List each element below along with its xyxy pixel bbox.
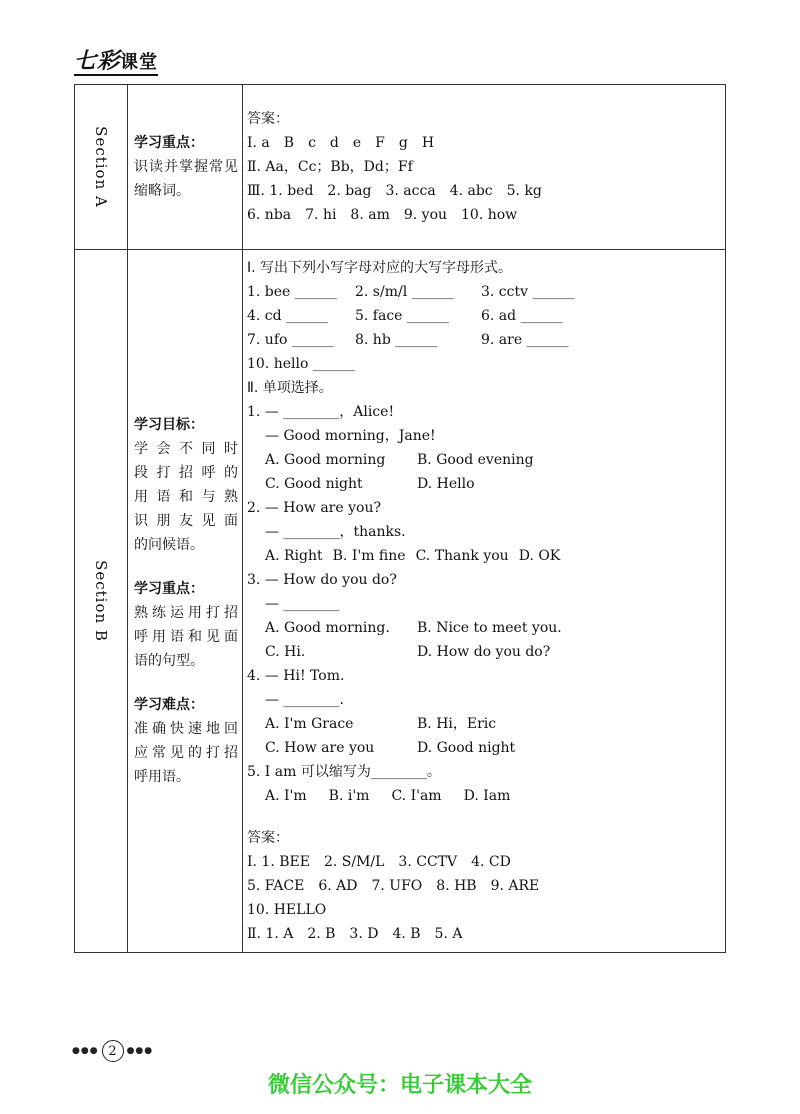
goal-text-line: 学会不同时 (134, 441, 238, 457)
page-number-badge (72, 1040, 153, 1062)
exercise-item: 9. are ______ (481, 332, 569, 348)
goal-text-line: 语的句型。 (134, 653, 204, 669)
goal-text-line: 识朋友见面 (134, 513, 238, 529)
logo-text: 七彩 (74, 49, 121, 74)
spacer (247, 808, 719, 826)
key-point-block (134, 577, 238, 673)
option: B. Nice to meet you. (417, 620, 562, 636)
section-a-row (75, 85, 726, 250)
question-line: — ________，thanks. (265, 524, 406, 540)
answer-line: Ⅰ. a B c d e F g H (247, 135, 435, 151)
difficulty-block (134, 693, 238, 789)
exercise-item: 7. ufo ______ (247, 332, 334, 348)
section-a-label-cell (75, 85, 128, 250)
logo-sub-text: 课堂 (120, 52, 159, 73)
question-line: 3. — How do you do? (247, 572, 397, 588)
goal-text-line: 准确快速地回 (134, 721, 238, 737)
exercise-item: 1. bee ______ (247, 284, 337, 300)
goal-text-line: 呼用语和见面 (134, 629, 238, 645)
answer-line: Ⅱ. 1. A 2. B 3. D 4. B 5. A (247, 926, 463, 942)
option: C. Good night (265, 476, 363, 492)
section-a-label: Section A (92, 126, 110, 208)
option-row (247, 472, 719, 496)
section-a-goal-text: 识读并掌握常见缩略词。 (134, 159, 238, 199)
exercise-row (247, 280, 719, 304)
question-line: 5. I am 可以缩写为________。 (247, 764, 441, 780)
answer-line: 10. HELLO (247, 902, 327, 918)
option: D. Good night (417, 740, 516, 756)
goal-text-line: 用语和与熟 (134, 489, 238, 505)
answer-line: Ⅱ. Aa，Cc；Bb，Dd；Ff (247, 159, 413, 175)
option: C. How are you (265, 740, 375, 756)
option-row (247, 736, 719, 760)
section-a-content-cell (243, 85, 726, 250)
option: A. I'm Grace (265, 716, 354, 732)
option: B. I'm fine (332, 548, 406, 564)
goal-title: 学习重点： (134, 581, 204, 597)
answer-line: 6. nba 7. hi 8. am 9. you 10. how (247, 207, 518, 223)
lesson-table (74, 84, 726, 953)
option: B. Hi，Eric (417, 716, 497, 732)
exercise-item: 6. ad ______ (481, 308, 563, 324)
dots-icon: ●●● (72, 1046, 99, 1056)
option-row (247, 544, 719, 568)
part1-title: Ⅰ. 写出下列小写字母对应的大写字母形式。 (247, 260, 513, 276)
goal-text-line: 的问候语。 (134, 537, 204, 553)
option: D. Hello (417, 476, 475, 492)
option-row (247, 616, 719, 640)
option: A. Right (265, 548, 323, 564)
option: C. Thank you (415, 548, 509, 564)
section-b-label-cell (75, 250, 128, 953)
exercise-row (247, 328, 719, 352)
exercise-item: 2. s/m/l ______ (355, 284, 454, 300)
question-line: — ________. (265, 692, 344, 708)
option: B. Good evening (417, 452, 534, 468)
option: C. Hi. (265, 644, 306, 660)
option: B. i'm (328, 788, 370, 804)
goal-text-line: 呼用语。 (134, 769, 190, 785)
answer-line: Ⅲ. 1. bed 2. bag 3. acca 4. abc 5. kg (247, 183, 542, 199)
section-b-row (75, 250, 726, 953)
section-b-content-cell (243, 250, 726, 953)
question-line: 1. — ________，Alice! (247, 404, 395, 420)
goal-text-line: 熟练运用打招 (134, 605, 238, 621)
section-b-label: Section B (92, 560, 110, 642)
footer-watermark: 微信公众号：电子课本大全 (267, 1073, 532, 1098)
option-row (247, 784, 719, 808)
answer-line: 5. FACE 6. AD 7. UFO 8. HB 9. ARE (247, 878, 540, 894)
question-line: 2. — How are you? (247, 500, 381, 516)
dots-icon: ●●● (126, 1046, 154, 1056)
goal-text-line: 段打招呼的 (134, 465, 238, 481)
section-b-goal-cell (128, 250, 243, 953)
page-number: 2 (102, 1040, 124, 1062)
goal-title: 学习难点： (134, 697, 204, 713)
goal-title: 学习目标： (134, 417, 204, 433)
option: D. Iam (463, 788, 511, 804)
section-a-goal-title: 学习重点： (134, 135, 204, 151)
option: A. I'm (265, 788, 307, 804)
option: C. I'am (391, 788, 442, 804)
exercise-item: 5. face ______ (355, 308, 449, 324)
exercise-item: 10. hello ______ (247, 356, 355, 372)
exercise-item: 4. cd ______ (247, 308, 329, 324)
question-line: 4. — Hi! Tom. (247, 668, 345, 684)
option-row (247, 448, 719, 472)
question-line: — ________ (265, 596, 340, 612)
exercise-item: 3. cctv ______ (481, 284, 575, 300)
option: A. Good morning (265, 452, 386, 468)
option: D. How do you do? (417, 644, 551, 660)
exercise-row (247, 304, 719, 328)
section-b-answers-title: 答案： (247, 830, 289, 846)
option-row (247, 712, 719, 736)
option-row (247, 640, 719, 664)
answer-line: Ⅰ. 1. BEE 2. S/M/L 3. CCTV 4. CD (247, 854, 511, 870)
question-line: — Good morning，Jane! (265, 428, 436, 444)
part2-title: Ⅱ. 单项选择。 (247, 380, 333, 396)
publisher-logo (74, 44, 158, 75)
goal-text-line: 应常见的打招 (134, 745, 238, 761)
option: D. OK (518, 548, 561, 564)
exercise-item: 8. hb ______ (355, 332, 438, 348)
section-a-answers-title: 答案： (247, 111, 289, 127)
section-a-goal-cell (128, 85, 243, 250)
header-underline (74, 74, 158, 76)
learning-objective-block (134, 413, 238, 557)
option: A. Good morning. (265, 620, 390, 636)
